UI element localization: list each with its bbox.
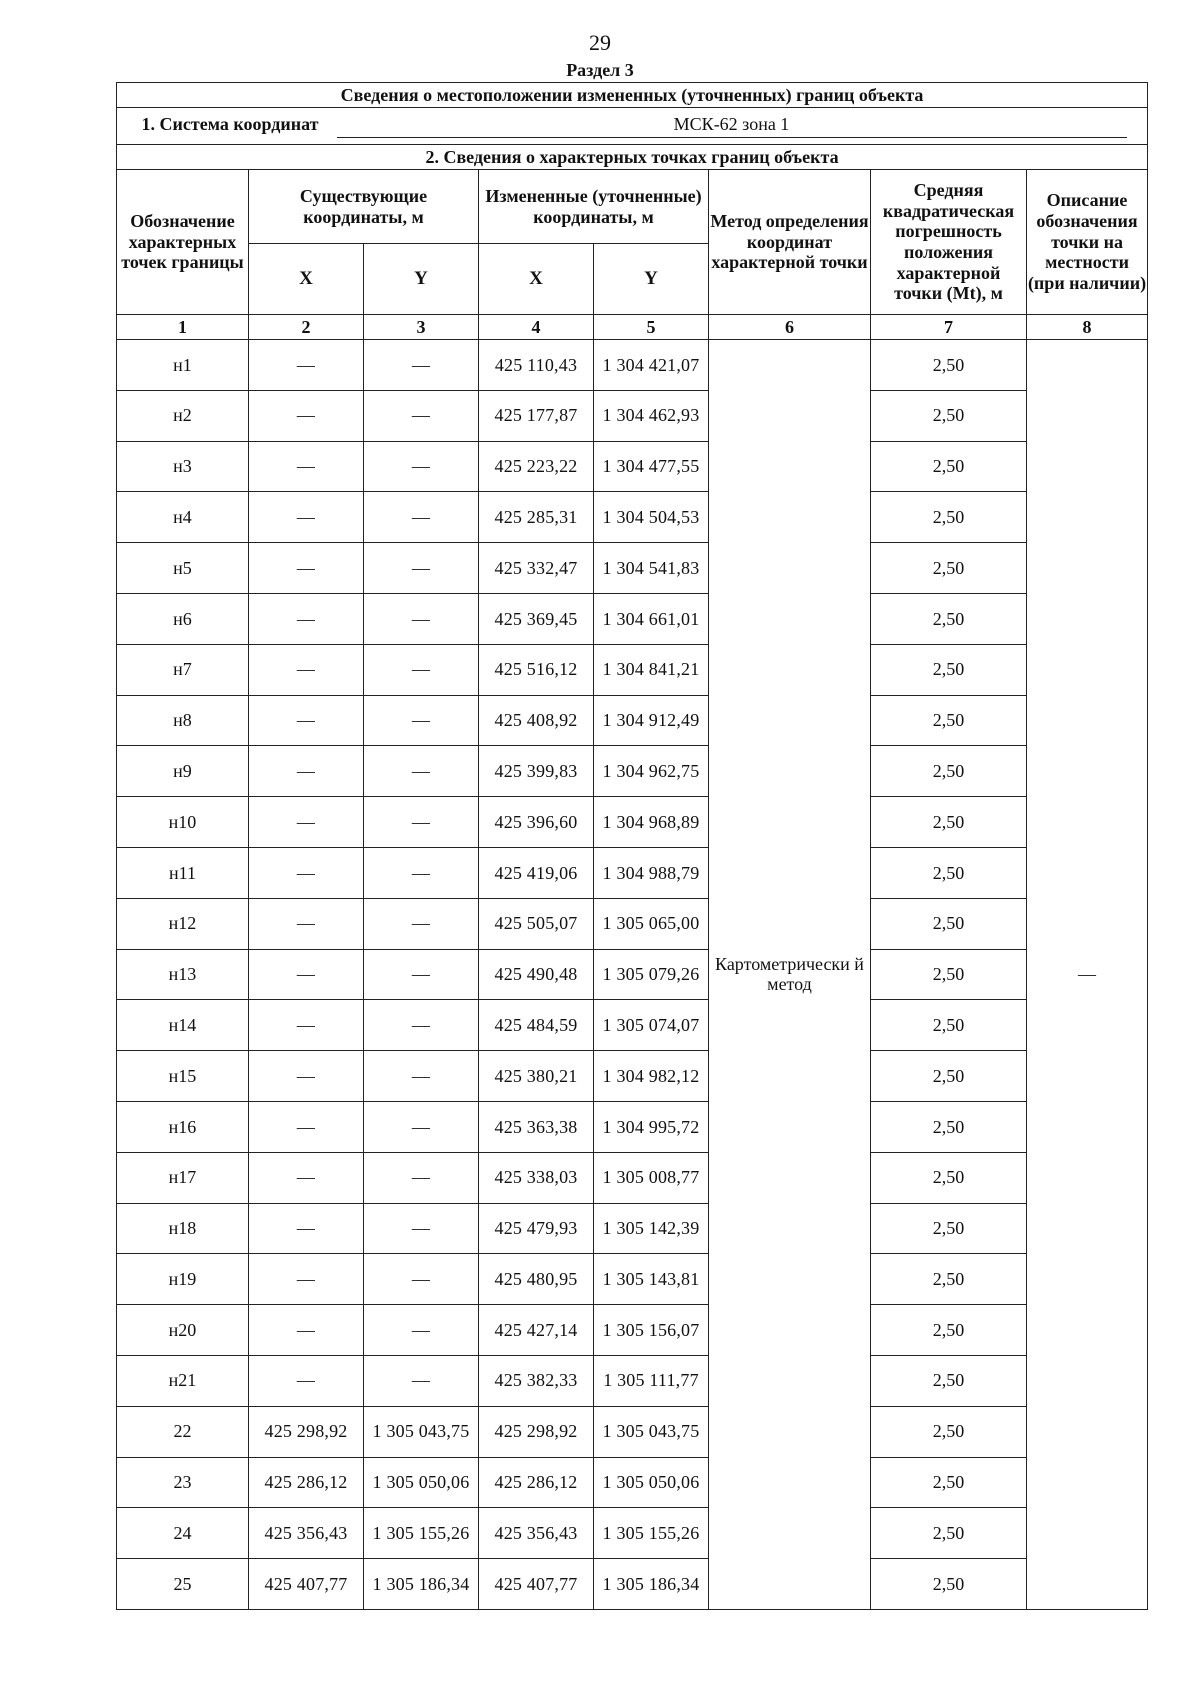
point-id-cell: н20 xyxy=(117,1305,249,1356)
updated-y-cell: 1 305 142,39 xyxy=(594,1203,709,1254)
updated-x-cell: 425 396,60 xyxy=(479,797,594,848)
updated-x-cell: 425 338,03 xyxy=(479,1152,594,1203)
updated-x-cell: 425 407,77 xyxy=(479,1559,594,1610)
existing-y-cell: — xyxy=(364,1152,479,1203)
table-row xyxy=(117,1559,1148,1610)
mean-error-cell: 2,50 xyxy=(871,543,1027,594)
updated-y-cell: 1 305 074,07 xyxy=(594,1000,709,1051)
mean-error-cell: 2,50 xyxy=(871,695,1027,746)
existing-y-cell: — xyxy=(364,1101,479,1152)
existing-y-cell: — xyxy=(364,695,479,746)
header-updated-coordinates: Измененные (уточненные) координаты, м xyxy=(479,170,709,244)
table-row xyxy=(117,746,1148,797)
mean-error-cell: 2,50 xyxy=(871,441,1027,492)
mean-error-cell: 2,50 xyxy=(871,847,1027,898)
updated-x-cell: 425 419,06 xyxy=(479,847,594,898)
header-updated-y: Y xyxy=(594,244,709,315)
updated-y-cell: 1 305 079,26 xyxy=(594,949,709,1000)
table-row xyxy=(117,1355,1148,1406)
updated-x-cell: 425 298,92 xyxy=(479,1406,594,1457)
existing-x-cell: — xyxy=(249,1101,364,1152)
header-mean-error: Средняя квадратическая погрешность положения характерной точки (Mt), м xyxy=(871,170,1027,315)
column-number: 8 xyxy=(1027,315,1148,340)
page-number: 29 xyxy=(589,30,611,55)
updated-x-cell: 425 363,38 xyxy=(479,1101,594,1152)
existing-x-cell: — xyxy=(249,1152,364,1203)
updated-y-cell: 1 305 065,00 xyxy=(594,898,709,949)
point-id-cell: н3 xyxy=(117,441,249,492)
updated-x-cell: 425 369,45 xyxy=(479,593,594,644)
updated-y-cell: 1 305 111,77 xyxy=(594,1355,709,1406)
existing-x-cell: — xyxy=(249,1000,364,1051)
table-row xyxy=(117,492,1148,543)
column-number: 5 xyxy=(594,315,709,340)
point-id-cell: н18 xyxy=(117,1203,249,1254)
existing-x-cell: — xyxy=(249,644,364,695)
table-row xyxy=(117,847,1148,898)
existing-y-cell: — xyxy=(364,1051,479,1102)
table-row xyxy=(117,1051,1148,1102)
existing-y-cell: — xyxy=(364,593,479,644)
updated-x-cell: 425 479,93 xyxy=(479,1203,594,1254)
updated-y-cell: 1 304 841,21 xyxy=(594,644,709,695)
existing-y-cell: — xyxy=(364,746,479,797)
existing-y-cell: — xyxy=(364,847,479,898)
existing-y-cell: — xyxy=(364,1000,479,1051)
updated-y-cell: 1 304 541,83 xyxy=(594,543,709,594)
point-id-cell: н12 xyxy=(117,898,249,949)
point-id-cell: н17 xyxy=(117,1152,249,1203)
updated-y-cell: 1 304 462,93 xyxy=(594,390,709,441)
point-id-cell: н14 xyxy=(117,1000,249,1051)
mean-error-cell: 2,50 xyxy=(871,797,1027,848)
point-id-cell: н13 xyxy=(117,949,249,1000)
existing-y-cell: 1 305 050,06 xyxy=(364,1457,479,1508)
updated-y-cell: 1 304 421,07 xyxy=(594,340,709,391)
header-existing-coordinates: Существующие координаты, м xyxy=(249,170,479,244)
updated-y-cell: 1 304 912,49 xyxy=(594,695,709,746)
existing-x-cell: — xyxy=(249,1355,364,1406)
updated-x-cell: 425 380,21 xyxy=(479,1051,594,1102)
table-row xyxy=(117,644,1148,695)
mean-error-cell: 2,50 xyxy=(871,1000,1027,1051)
header-updated-x: X xyxy=(479,244,594,315)
updated-x-cell: 425 286,12 xyxy=(479,1457,594,1508)
mean-error-cell: 2,50 xyxy=(871,1355,1027,1406)
updated-y-cell: 1 304 477,55 xyxy=(594,441,709,492)
table-row xyxy=(117,543,1148,594)
updated-x-cell: 425 356,43 xyxy=(479,1508,594,1559)
existing-x-cell: — xyxy=(249,1305,364,1356)
updated-x-cell: 425 484,59 xyxy=(479,1000,594,1051)
coordinate-system-value: МСК-62 зона 1 xyxy=(337,114,1127,138)
existing-x-cell: — xyxy=(249,543,364,594)
updated-y-cell: 1 304 982,12 xyxy=(594,1051,709,1102)
column-number: 4 xyxy=(479,315,594,340)
coordinate-system-row xyxy=(117,108,1148,145)
column-number: 1 xyxy=(117,315,249,340)
updated-x-cell: 425 177,87 xyxy=(479,390,594,441)
updated-y-cell: 1 305 008,77 xyxy=(594,1152,709,1203)
mean-error-cell: 2,50 xyxy=(871,746,1027,797)
table-row xyxy=(117,1457,1148,1508)
mean-error-cell: 2,50 xyxy=(871,1457,1027,1508)
table-row xyxy=(117,1152,1148,1203)
column-number: 7 xyxy=(871,315,1027,340)
updated-y-cell: 1 305 186,34 xyxy=(594,1559,709,1610)
header-existing-y: Y xyxy=(364,244,479,315)
updated-x-cell: 425 399,83 xyxy=(479,746,594,797)
points-section-title: 2. Сведения о характерных точках границ объекта xyxy=(117,145,1148,170)
section-title: Раздел 3 xyxy=(566,60,634,80)
updated-y-cell: 1 304 968,89 xyxy=(594,797,709,848)
table-row xyxy=(117,695,1148,746)
mean-error-cell: 2,50 xyxy=(871,1203,1027,1254)
point-id-cell: н4 xyxy=(117,492,249,543)
existing-x-cell: — xyxy=(249,492,364,543)
updated-y-cell: 1 305 155,26 xyxy=(594,1508,709,1559)
table-row xyxy=(117,1203,1148,1254)
header-method: Метод определения координат характерной точки xyxy=(709,170,871,315)
point-id-cell: 22 xyxy=(117,1406,249,1457)
existing-y-cell: — xyxy=(364,1305,479,1356)
mean-error-cell: 2,50 xyxy=(871,593,1027,644)
existing-y-cell: — xyxy=(364,492,479,543)
point-id-cell: н11 xyxy=(117,847,249,898)
point-id-cell: н19 xyxy=(117,1254,249,1305)
point-id-cell: 25 xyxy=(117,1559,249,1610)
point-id-cell: 23 xyxy=(117,1457,249,1508)
existing-y-cell: — xyxy=(364,1355,479,1406)
table-row xyxy=(117,1508,1148,1559)
updated-x-cell: 425 332,47 xyxy=(479,543,594,594)
existing-x-cell: 425 286,12 xyxy=(249,1457,364,1508)
updated-x-cell: 425 516,12 xyxy=(479,644,594,695)
existing-x-cell: — xyxy=(249,797,364,848)
coordinate-system-label: 1. Система координат xyxy=(141,114,319,135)
mean-error-cell: 2,50 xyxy=(871,644,1027,695)
updated-y-cell: 1 304 962,75 xyxy=(594,746,709,797)
updated-y-cell: 1 305 043,75 xyxy=(594,1406,709,1457)
mean-error-cell: 2,50 xyxy=(871,1508,1027,1559)
column-number: 6 xyxy=(709,315,871,340)
existing-x-cell: 425 298,92 xyxy=(249,1406,364,1457)
existing-x-cell: — xyxy=(249,340,364,391)
mean-error-cell: 2,50 xyxy=(871,898,1027,949)
existing-y-cell: — xyxy=(364,949,479,1000)
table-row xyxy=(117,1406,1148,1457)
existing-x-cell: — xyxy=(249,1203,364,1254)
existing-y-cell: — xyxy=(364,797,479,848)
existing-y-cell: — xyxy=(364,644,479,695)
existing-x-cell: — xyxy=(249,898,364,949)
updated-x-cell: 425 408,92 xyxy=(479,695,594,746)
updated-x-cell: 425 490,48 xyxy=(479,949,594,1000)
point-id-cell: н8 xyxy=(117,695,249,746)
existing-y-cell: — xyxy=(364,898,479,949)
mean-error-cell: 2,50 xyxy=(871,1254,1027,1305)
point-id-cell: н21 xyxy=(117,1355,249,1406)
existing-x-cell: — xyxy=(249,746,364,797)
mean-error-cell: 2,50 xyxy=(871,492,1027,543)
existing-x-cell: — xyxy=(249,441,364,492)
existing-y-cell: — xyxy=(364,340,479,391)
existing-x-cell: — xyxy=(249,390,364,441)
table-row xyxy=(117,441,1148,492)
existing-y-cell: — xyxy=(364,441,479,492)
updated-x-cell: 425 110,43 xyxy=(479,340,594,391)
table-row xyxy=(117,1254,1148,1305)
updated-y-cell: 1 305 050,06 xyxy=(594,1457,709,1508)
point-id-cell: н5 xyxy=(117,543,249,594)
existing-x-cell: — xyxy=(249,1254,364,1305)
table-row xyxy=(117,797,1148,848)
mean-error-cell: 2,50 xyxy=(871,949,1027,1000)
column-number: 2 xyxy=(249,315,364,340)
header-description: Описание обозначения точки на местности (при наличии) xyxy=(1027,170,1148,315)
header-point-designation: Обозначение характерных точек границы xyxy=(117,170,249,315)
point-id-cell: н15 xyxy=(117,1051,249,1102)
updated-x-cell: 425 480,95 xyxy=(479,1254,594,1305)
table-title: Сведения о местоположении измененных (уточненных) границ объекта xyxy=(117,83,1148,108)
existing-x-cell: — xyxy=(249,949,364,1000)
existing-y-cell: 1 305 043,75 xyxy=(364,1406,479,1457)
existing-x-cell: 425 356,43 xyxy=(249,1508,364,1559)
table-row xyxy=(117,593,1148,644)
updated-y-cell: 1 304 995,72 xyxy=(594,1101,709,1152)
existing-y-cell: 1 305 186,34 xyxy=(364,1559,479,1610)
description-cell: — xyxy=(1027,340,1148,1610)
existing-y-cell: — xyxy=(364,543,479,594)
existing-y-cell: — xyxy=(364,1254,479,1305)
table-row xyxy=(117,340,1148,391)
table-row xyxy=(117,1000,1148,1051)
updated-x-cell: 425 285,31 xyxy=(479,492,594,543)
updated-y-cell: 1 305 156,07 xyxy=(594,1305,709,1356)
mean-error-cell: 2,50 xyxy=(871,340,1027,391)
updated-y-cell: 1 305 143,81 xyxy=(594,1254,709,1305)
existing-y-cell: 1 305 155,26 xyxy=(364,1508,479,1559)
updated-y-cell: 1 304 988,79 xyxy=(594,847,709,898)
point-id-cell: н2 xyxy=(117,390,249,441)
mean-error-cell: 2,50 xyxy=(871,1051,1027,1102)
table-row xyxy=(117,390,1148,441)
table-row xyxy=(117,949,1148,1000)
mean-error-cell: 2,50 xyxy=(871,1406,1027,1457)
table-row xyxy=(117,1101,1148,1152)
updated-x-cell: 425 223,22 xyxy=(479,441,594,492)
table-row xyxy=(117,1305,1148,1356)
existing-y-cell: — xyxy=(364,390,479,441)
mean-error-cell: 2,50 xyxy=(871,390,1027,441)
updated-x-cell: 425 505,07 xyxy=(479,898,594,949)
header-existing-x: X xyxy=(249,244,364,315)
point-id-cell: н1 xyxy=(117,340,249,391)
point-id-cell: н9 xyxy=(117,746,249,797)
mean-error-cell: 2,50 xyxy=(871,1559,1027,1610)
existing-x-cell: — xyxy=(249,593,364,644)
updated-x-cell: 425 427,14 xyxy=(479,1305,594,1356)
point-id-cell: 24 xyxy=(117,1508,249,1559)
existing-x-cell: — xyxy=(249,695,364,746)
boundary-points-table xyxy=(116,82,1148,1610)
existing-x-cell: — xyxy=(249,1051,364,1102)
updated-y-cell: 1 304 504,53 xyxy=(594,492,709,543)
existing-x-cell: 425 407,77 xyxy=(249,1559,364,1610)
table-row xyxy=(117,898,1148,949)
point-id-cell: н16 xyxy=(117,1101,249,1152)
updated-y-cell: 1 304 661,01 xyxy=(594,593,709,644)
point-id-cell: н7 xyxy=(117,644,249,695)
updated-x-cell: 425 382,33 xyxy=(479,1355,594,1406)
column-number: 3 xyxy=(364,315,479,340)
mean-error-cell: 2,50 xyxy=(871,1152,1027,1203)
existing-y-cell: — xyxy=(364,1203,479,1254)
method-cell: Картометрически й метод xyxy=(709,340,871,1610)
mean-error-cell: 2,50 xyxy=(871,1101,1027,1152)
existing-x-cell: — xyxy=(249,847,364,898)
point-id-cell: н6 xyxy=(117,593,249,644)
mean-error-cell: 2,50 xyxy=(871,1305,1027,1356)
point-id-cell: н10 xyxy=(117,797,249,848)
